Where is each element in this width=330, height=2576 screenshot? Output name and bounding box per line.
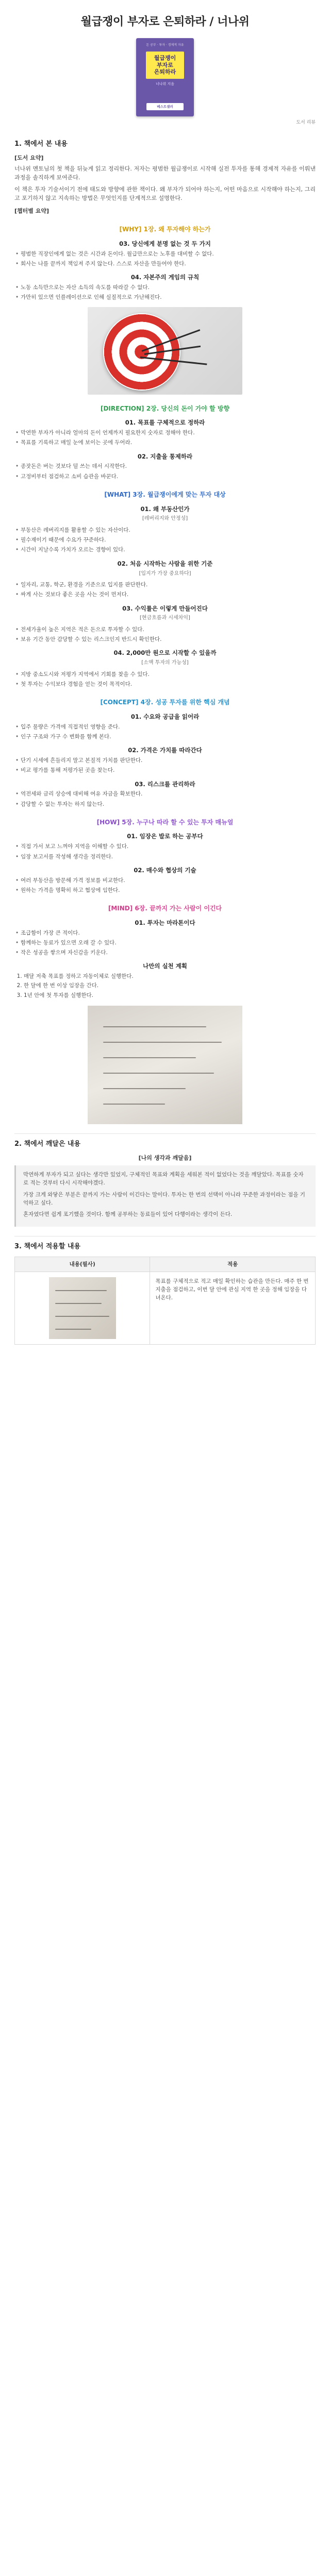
list-item: • 비교 평가를 통해 저평가된 곳을 찾는다. (14, 766, 316, 774)
handwriting-photo (88, 1006, 242, 1124)
topic-heading: 01. 목표를 구체적으로 정하라 (125, 419, 205, 427)
list-item: • 감당할 수 없는 투자는 하지 않는다. (14, 800, 316, 808)
handwriting-stroke (103, 1057, 196, 1058)
topic-subheading: [현금흐름과 시세차익] (140, 615, 190, 621)
handwriting-stroke (103, 1073, 214, 1074)
topic-heading: 01. 투자는 마라톤이다 (135, 919, 195, 926)
topic-list (14, 929, 316, 957)
topic-subheading: [레버리지와 안정성] (142, 516, 188, 522)
list-item: • 첫 투자는 수익보다 경험을 얻는 것이 목적이다. (14, 680, 316, 688)
list-item: • 전세가율이 높은 지역은 적은 돈으로 투자할 수 있다. (14, 625, 316, 634)
dartboard-image (88, 307, 242, 395)
quote-paragraph: 혼자였다면 쉽게 포기했을 것이다. 함께 공부하는 동료들이 있어 다행이라는 생각이 든다. (23, 1211, 233, 1218)
cover-title-line: 부자로 (157, 61, 173, 69)
plan-list (24, 972, 316, 999)
chapter-heading: [MIND] 6장. 끝까지 가는 사람이 이긴다 (108, 905, 222, 912)
topic-list (14, 756, 316, 775)
topic-heading: 02. 처음 시작하는 사람을 위한 기준 (117, 560, 213, 567)
handwriting-stroke (103, 1088, 186, 1089)
topic-list (14, 462, 316, 481)
topic-heading: 03. 당신에게 분명 없는 것 두 가지 (119, 240, 211, 248)
book-cover-wrap (14, 38, 316, 116)
chapter-heading: [DIRECTION] 2장. 당신의 돈이 가야 할 방향 (100, 404, 230, 412)
chapter-heading: [CONCEPT] 4장. 성공 투자를 위한 핵심 개념 (100, 699, 230, 706)
table-header: 내용(필사) (15, 1257, 150, 1272)
toc-heading: [챕터별 요약] (14, 208, 50, 215)
topic-heading: 04. 자본주의 게임의 규칙 (130, 274, 200, 281)
list-item: • 조급함이 가장 큰 적이다. (14, 929, 316, 937)
list-item: • 보유 기간 동안 감당할 수 있는 리스크인지 반드시 확인한다. (14, 635, 316, 643)
plan-heading: 나만의 실천 계획 (143, 962, 187, 970)
list-item: • 회사는 나를 끝까지 책임져 주지 않는다. 스스로 자산을 만들어야 한다. (14, 260, 316, 268)
quote-paragraph: 막연하게 부자가 되고 싶다는 생각만 있었지, 구체적인 목표와 계획을 세워본 적이 없었다는 것을 깨달았다. 목표를 숫자로 적는 것부터 다시 시작해야겠다. (23, 1172, 304, 1187)
quote-paragraph: 가장 크게 와닿은 부분은 끝까지 가는 사람이 이긴다는 말이다. 투자는 한 번의 선택이 아니라 꾸준한 과정이라는 점을 기억하고 싶다. (23, 1191, 305, 1206)
section-3-heading: 3. 책에서 적용할 내용 (14, 1243, 81, 1251)
list-item: • 목표를 기록하고 매일 눈에 보이는 곳에 두어라. (14, 438, 316, 447)
handwriting-thumbnail (49, 1277, 116, 1339)
topic-list (14, 250, 316, 268)
topic-heading: 02. 가격은 가치를 따라간다 (128, 747, 202, 754)
topic-heading: 03. 수익률은 이렇게 만들어진다 (122, 604, 208, 612)
table-cell-image (15, 1272, 150, 1344)
book-cover-image (136, 38, 194, 116)
list-item: • 종잣돈은 버는 것보다 덜 쓰는 데서 시작한다. (14, 462, 316, 470)
topic-heading: 04. 2,000만 원으로 시작할 수 있을까 (113, 649, 217, 657)
list-item: • 지방 중소도시와 저평가 지역에서 기회를 찾을 수 있다. (14, 670, 316, 679)
handwriting-stroke (103, 1026, 206, 1027)
handwriting-stroke (55, 1303, 102, 1304)
summary-paragraph: 너나위 멘토님의 첫 책을 뒤늦게 읽고 정리한다. 저자는 평범한 월급쟁이로 시작해 실전 투자를 통해 경제적 자유를 이뤄낸 과정을 솔직하게 보여준다. (14, 165, 316, 181)
handwriting-stroke (55, 1290, 107, 1291)
chapter-heading: [WHAT] 3장. 월급쟁이에게 맞는 투자 대상 (104, 491, 226, 499)
handwriting-stroke (55, 1329, 91, 1330)
list-item: • 임장 보고서를 작성해 생각을 정리한다. (14, 853, 316, 861)
handwriting-stroke (55, 1316, 109, 1317)
list-item: • 작은 성공을 쌓으며 자신감을 키운다. (14, 948, 316, 957)
apply-table (14, 1257, 316, 1345)
section-divider (14, 1133, 316, 1134)
list-item: • 함께하는 동료가 있으면 오래 갈 수 있다. (14, 939, 316, 947)
summary-heading: [도서 요약] (14, 155, 44, 162)
cover-title-line: 은퇴하라 (154, 69, 176, 76)
list-item: • 직접 가서 보고 느껴야 지역을 이해할 수 있다. (14, 842, 316, 851)
list-item: • 싸게 사는 것보다 좋은 곳을 사는 것이 먼저다. (14, 590, 316, 599)
post-title: 월급쟁이 부자로 은퇴하라 / 너나위 (80, 15, 250, 28)
chapter-heading: [HOW] 5장. 누구나 따라 할 수 있는 투자 매뉴얼 (96, 818, 234, 826)
topic-list (14, 670, 316, 689)
table-cell: 목표를 구체적으로 적고 매일 확인하는 습관을 만든다. 매주 한 번 지출을 점검하고, 이번 달 안에 관심 지역 한 곳을 정해 임장을 다녀온다. (150, 1272, 316, 1344)
topic-heading: 01. 임장은 발로 하는 공부다 (127, 833, 203, 840)
list-item: • 인구 구조와 가구 수 변화를 함께 본다. (14, 733, 316, 741)
list-item: • 막연한 부자가 아니라 얼마의 돈이 언제까지 필요한지 숫자로 정해야 한다. (14, 429, 316, 437)
list-item: 1. 매달 저축 목표를 정하고 자동이체로 실행한다. (24, 972, 316, 980)
topic-list (14, 790, 316, 808)
list-item: 3. 1년 안에 첫 투자를 실행한다. (24, 991, 316, 999)
topic-list (14, 842, 316, 861)
cover-badge: 베스트셀러 (146, 103, 184, 110)
list-item: • 시간이 지날수록 가치가 오르는 경향이 있다. (14, 546, 316, 554)
topic-list (14, 283, 316, 302)
section-2-heading: 2. 책에서 깨달은 내용 (14, 1140, 81, 1148)
summary-paragraph: 이 책은 투자 기술서이기 전에 태도와 방향에 관한 책이다. 왜 부자가 되어야 하는지, 어떤 마음으로 시작해야 하는지, 그리고 포기하지 않고 지속하는 방법은 무엇인지를 단계적으로 설명한다. (14, 186, 316, 202)
list-item: • 필수재이기 때문에 수요가 꾸준하다. (14, 536, 316, 544)
list-item: • 일자리, 교통, 학군, 환경을 기준으로 입지를 판단한다. (14, 581, 316, 589)
list-item: • 평범한 직장인에게 없는 것은 시간과 돈이다. 월급만으로는 노후를 대비할 수 없다. (14, 250, 316, 258)
cover-top-text: 돈 공부 · 투자 · 경제적 자유 (146, 43, 184, 47)
quote-box (14, 1165, 316, 1227)
list-item: • 부동산은 레버리지를 활용할 수 있는 자산이다. (14, 526, 316, 534)
table-header: 적용 (150, 1257, 316, 1272)
topic-list (14, 876, 316, 895)
topic-list (14, 581, 316, 599)
topic-subheading: [소액 투자의 가능성] (141, 660, 189, 666)
cover-title (146, 52, 184, 79)
topic-subheading: [입지가 가장 중요하다] (139, 570, 191, 577)
section-1-heading: 1. 책에서 본 내용 (14, 140, 68, 148)
topic-list (14, 625, 316, 644)
topic-heading: 01. 수요와 공급을 읽어라 (130, 713, 200, 720)
topic-heading: 01. 왜 부동산인가 (140, 505, 190, 513)
list-item: • 노동 소득만으로는 자산 소득의 속도를 따라갈 수 없다. (14, 283, 316, 292)
cover-subtitle: 너나위 지음 (155, 82, 175, 87)
list-item: • 역전세와 금리 상승에 대비해 여유 자금을 확보한다. (14, 790, 316, 798)
topic-list (14, 526, 316, 554)
topic-heading: 03. 리스크를 관리하라 (135, 780, 195, 788)
topic-list (14, 723, 316, 741)
topic-heading: 02. 지출을 통제하라 (137, 452, 193, 460)
handwriting-stroke (103, 1104, 165, 1105)
list-item: • 입주 물량은 가격에 직접적인 영향을 준다. (14, 723, 316, 731)
cover-title-line: 월급쟁이 (154, 54, 176, 61)
list-item: • 여러 부동산을 방문해 가격 정보를 비교한다. (14, 876, 316, 885)
topic-heading: 02. 매수와 협상의 기술 (134, 866, 196, 874)
list-item: • 단기 시세에 흔들리지 말고 본질적 가치를 판단한다. (14, 756, 316, 765)
chapter-heading: [WHY] 1장. 왜 투자해야 하는가 (119, 226, 211, 233)
quote-title: [나의 생각과 깨달음] (138, 1155, 192, 1162)
list-item: 2. 한 달에 한 번 이상 임장을 간다. (24, 981, 316, 990)
topic-list (14, 429, 316, 447)
handwriting-stroke (103, 1042, 222, 1043)
list-item: • 가만히 있으면 인플레이션으로 인해 실질적으로 가난해진다. (14, 293, 316, 301)
list-item: • 원하는 가격을 명확히 하고 협상에 임한다. (14, 886, 316, 894)
table-row (15, 1272, 316, 1344)
post-tag: 도서 리뷰 (296, 120, 316, 126)
list-item: • 고정비부터 점검하고 소비 습관을 바꾼다. (14, 472, 316, 481)
